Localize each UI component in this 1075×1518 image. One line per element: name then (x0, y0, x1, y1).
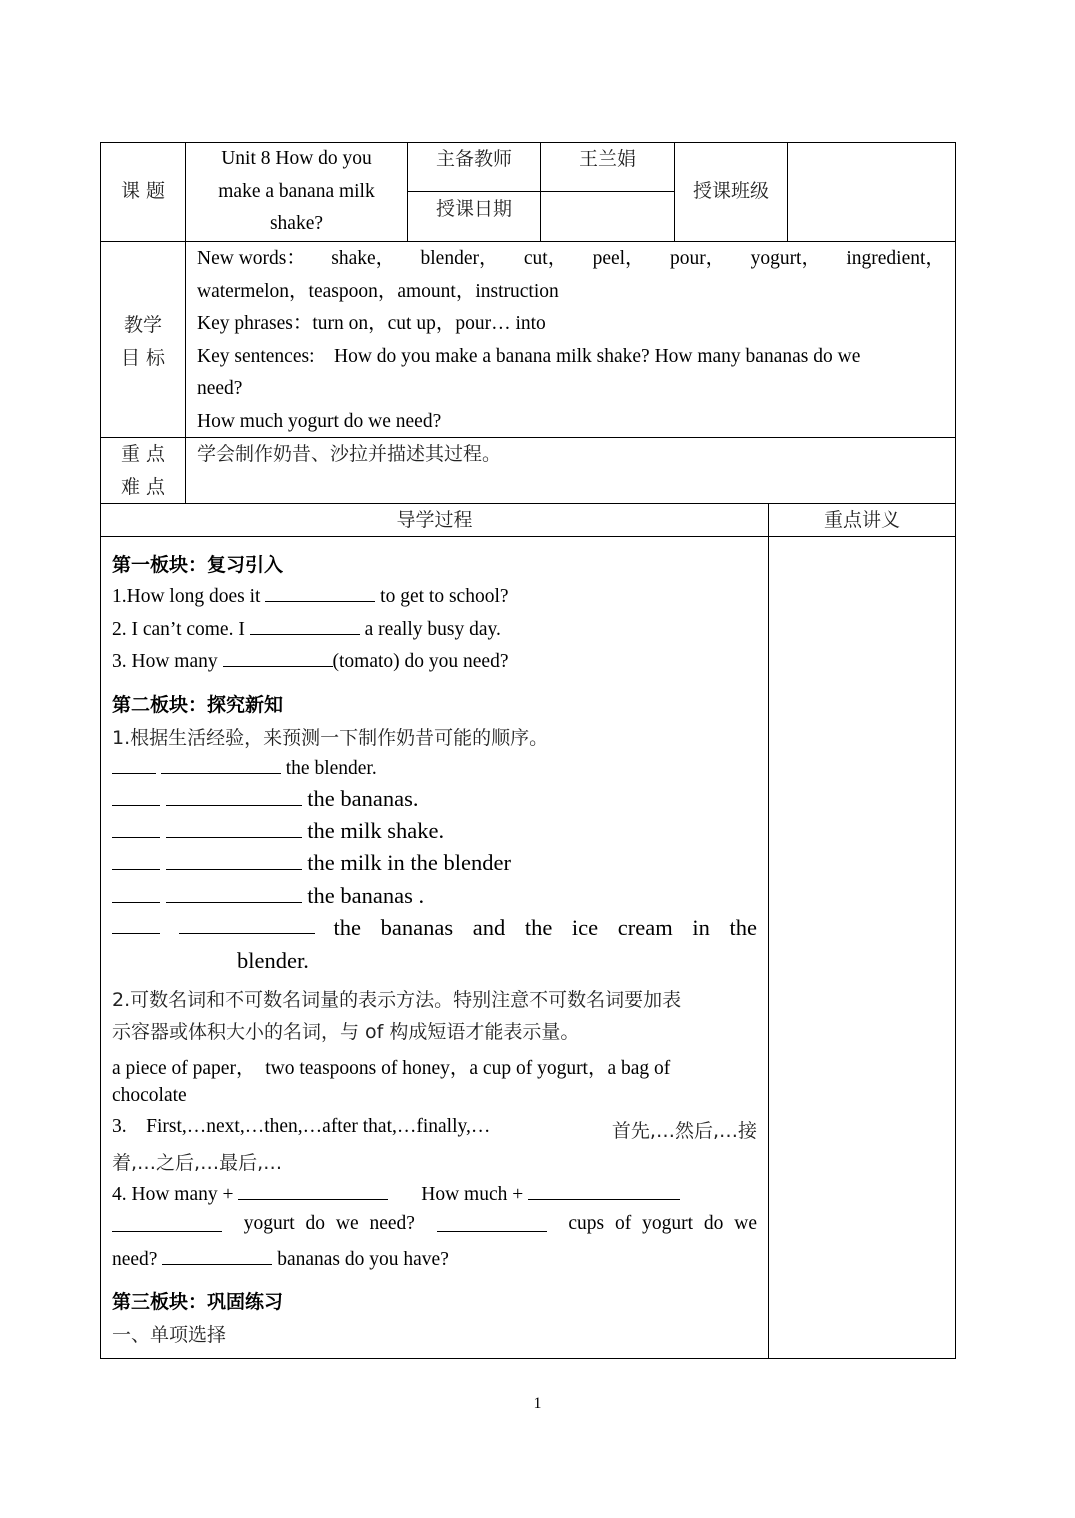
section1-q3 (112, 648, 509, 673)
notes-column-body[interactable] (769, 537, 955, 1358)
step-text: the blender. (285, 758, 377, 779)
process-column-header: 导学过程 (396, 509, 473, 531)
item4-text: bananas do you have? (277, 1249, 449, 1270)
section2-item2-line: 示容器或体积大小的名词，与 of 构成短语才能表示量。 (112, 1021, 580, 1043)
section2-item4 (112, 1181, 680, 1206)
q3-text: 3. How many (112, 651, 218, 672)
step-text: the milk in the blender (307, 850, 511, 875)
verb-blank[interactable] (166, 819, 302, 838)
key-sentences-line: need? (197, 378, 243, 399)
section3-sub1: 一、单项选择 (112, 1324, 227, 1346)
order-number-blank[interactable] (112, 787, 160, 806)
verb-blank[interactable] (166, 787, 302, 806)
step-text: the bananas . (307, 883, 425, 908)
new-words-line (197, 243, 945, 276)
item4-text: need? (112, 1249, 158, 1270)
section2-item2-examples: chocolate (112, 1085, 187, 1106)
section2-item2-examples: a piece of paper， two teaspoons of honey，a cup of yogurt，a bag of (112, 1058, 671, 1079)
q1-text: 1.How long does it (112, 586, 261, 607)
q3-text: (tomato) do you need? (332, 651, 509, 672)
step-text: the bananas. (307, 786, 419, 811)
new-word: blender， (420, 248, 499, 269)
new-word: yogurt， (750, 248, 821, 269)
item4-text: cups of yogurt do we (568, 1213, 757, 1234)
objectives-label-line: 教学 (123, 314, 162, 336)
section2-item3 (112, 1116, 757, 1143)
verb-blank[interactable] (166, 851, 302, 870)
q2-text: 2. I can’t come. I (112, 619, 245, 640)
date-label: 授课日期 (435, 198, 512, 220)
item3-chinese: 首先,…然后,…接 (611, 1120, 757, 1142)
lead-teacher-value: 王兰娟 (578, 148, 636, 170)
item4-how-many: 4. How many + (112, 1184, 234, 1205)
notes-column-header: 重点讲义 (823, 509, 900, 531)
order-number-blank[interactable] (112, 819, 160, 838)
topic-line: shake? (269, 213, 324, 234)
item4-blank[interactable] (162, 1246, 272, 1265)
page-number: 1 (533, 1395, 542, 1412)
objectives-content (197, 243, 945, 438)
step-text: the milk shake. (307, 818, 445, 843)
focus-content: 学会制作奶昔、沙拉并描述其过程。 (197, 443, 502, 465)
section2-item1-intro: 1.根据生活经验，来预测一下制作奶昔可能的顺序。 (112, 727, 549, 749)
section1-q2 (112, 616, 501, 641)
focus-label-line: 难 点 (120, 476, 166, 498)
verb-blank[interactable] (166, 884, 302, 903)
q1-text: to get to school? (380, 586, 509, 607)
how-much-blank[interactable] (528, 1181, 680, 1200)
class-value[interactable] (788, 143, 955, 241)
lead-teacher-label: 主备教师 (435, 148, 512, 170)
order-number-blank[interactable] (112, 851, 160, 870)
new-word: pour， (669, 248, 726, 269)
key-sentences-line: How much yogurt do we need? (197, 410, 442, 432)
section2-title: 第二板块：探究新知 (112, 694, 284, 716)
how-many-blank[interactable] (238, 1181, 388, 1200)
item4-how-much: How much + (421, 1184, 524, 1205)
new-words-prefix: New words： (197, 248, 306, 269)
key-phrases: Key phrases：turn on，cut up，pour… into (197, 313, 546, 334)
order-step (112, 786, 418, 812)
q1-blank[interactable] (265, 583, 375, 602)
q2-blank[interactable] (250, 616, 360, 635)
new-word: ingredient， (846, 248, 945, 269)
topic-line: Unit 8 How do you (221, 148, 372, 169)
order-step (112, 883, 424, 909)
divider (100, 241, 956, 242)
objectives-label (101, 309, 185, 375)
verb-blank[interactable] (179, 915, 315, 934)
order-step (112, 818, 444, 844)
table-border-bottom (100, 1358, 956, 1359)
order-number-blank[interactable] (112, 884, 160, 903)
order-step (112, 915, 757, 941)
key-sentences-line: Key sentences: How do you make a banana milk shake? How many bananas do we (197, 345, 861, 367)
section1-title: 第一板块：复习引入 (112, 554, 284, 576)
order-step (112, 850, 511, 876)
item4-text: yogurt do we need? (243, 1213, 415, 1234)
date-value[interactable] (541, 192, 674, 241)
section1-q1 (112, 583, 509, 608)
new-words-line2: watermelon，teaspoon，amount，instruction (197, 280, 559, 302)
topic-value (186, 143, 407, 241)
item4-blank[interactable] (112, 1213, 222, 1232)
q3-blank[interactable] (223, 648, 333, 667)
order-number-blank[interactable] (112, 755, 156, 774)
new-word: peel， (592, 248, 645, 269)
section2-item4-line3 (112, 1246, 449, 1271)
section2-item4-line2 (112, 1213, 757, 1235)
verb-blank[interactable] (161, 755, 281, 774)
focus-label-line: 重 点 (120, 443, 166, 465)
step-text: the bananas and the ice cream in the (333, 915, 757, 940)
new-word: cut， (523, 248, 568, 269)
class-label: 授课班级 (692, 180, 769, 202)
section3-title: 第三板块：巩固练习 (112, 1291, 284, 1313)
objectives-label-line: 目 标 (120, 347, 166, 369)
new-word: shake， (331, 248, 396, 269)
order-number-blank[interactable] (112, 915, 160, 934)
section2-item2-line: 2.可数名词和不可数名词量的表示方法。特别注意不可数名词要加表 (112, 989, 682, 1011)
order-step-continued: blender. (237, 948, 309, 973)
order-step (112, 755, 377, 780)
item4-blank[interactable] (437, 1213, 547, 1232)
item3-english: 3. First,…next,…then,…after that,…finally,… (112, 1116, 491, 1137)
topic-line: make a banana milk (218, 180, 375, 202)
table-border-right (955, 142, 956, 1359)
section2-item3-line2: 着,…之后,…最后,… (112, 1152, 283, 1174)
topic-label: 课 题 (120, 180, 166, 202)
q2-text: a really busy day. (364, 619, 501, 640)
focus-label (101, 438, 185, 504)
